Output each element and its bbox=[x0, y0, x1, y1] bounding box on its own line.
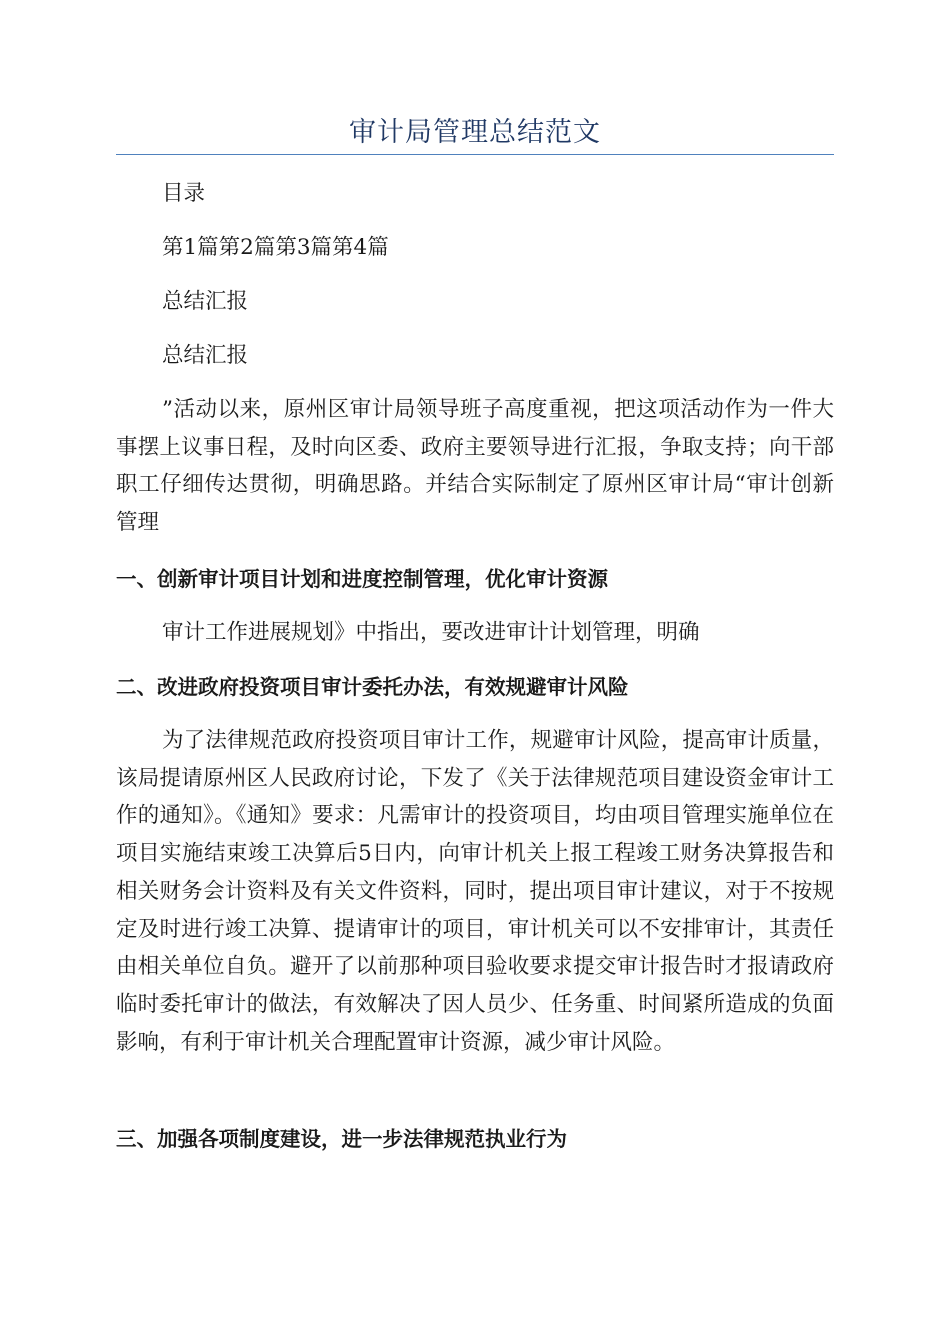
toc-items: 第1篇第2篇第3篇第4篇 bbox=[162, 235, 389, 260]
document-page bbox=[116, 0, 834, 1344]
section-body-2: 为了法律规范政府投资项目审计工作，规避审计风险，提高审计质量，该局提请原州区人民政府讨论，下发了《关于法律规范项目建设资金审计工作的通知》。《通知》要求：凡需审计的投资项目，均由项目管理实施单位在项目实施结束竣工决算后5日内，向审计机关上报工程竣工财务决算报告和相关财务会计资料及有关文件资料，同时，提出项目审计建议，对于不按规定及时进行竣工决算、提请审计的项目，审计机关可以不安排审计，其责任由相关单位自负。避开了以前那种项目验收要求提交审计报告时才报请政府临时委托审计的做法，有效解决了因人员少、任务重、时间紧所造成的负面影响，有利于审计机关合理配置审计资源，减少审计风险。 bbox=[116, 728, 834, 1055]
toc-label: 目录 bbox=[162, 181, 206, 206]
intro-paragraph: ”活动以来，原州区审计局领导班子高度重视，把这项活动作为一件大事摆上议事日程，及时向区委、政府主要领导进行汇报，争取支持；向干部职工仔细传达贯彻，明确思路。并结合实际制定了原州区审计局“审计创新管理 bbox=[116, 397, 834, 536]
section-heading-3: 三、加强各项制度建设，进一步法律规范执业行为 bbox=[116, 1127, 567, 1151]
summary-label: 总结汇报 bbox=[162, 343, 249, 368]
section-heading-1: 一、创新审计项目计划和进度控制管理，优化审计资源 bbox=[116, 567, 608, 591]
summary-label: 总结汇报 bbox=[162, 289, 249, 314]
section-body-1: 审计工作进展规划》中指出，要改进审计计划管理，明确 bbox=[162, 620, 700, 645]
section-heading-2: 二、改进政府投资项目审计委托办法，有效规避审计风险 bbox=[116, 675, 629, 699]
title-underline bbox=[116, 154, 834, 155]
document-title: 审计局管理总结范文 bbox=[349, 117, 601, 148]
